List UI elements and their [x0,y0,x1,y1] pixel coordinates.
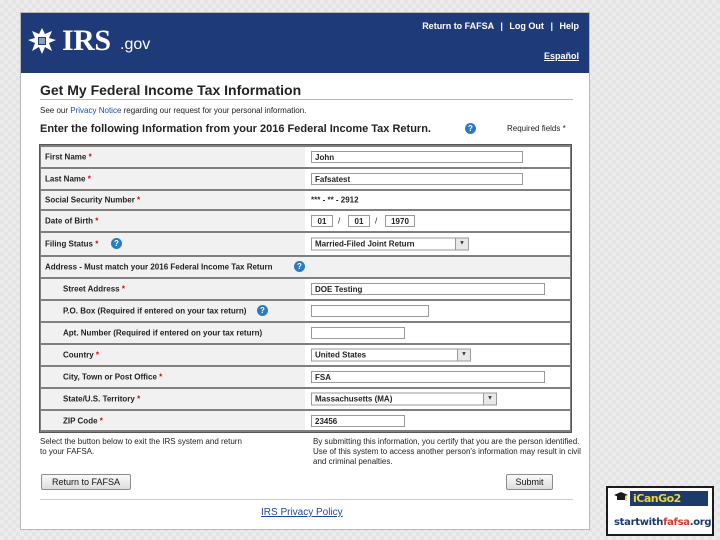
log-out-link[interactable]: Log Out [509,21,544,31]
exit-instructions: Select the button below to exit the IRS system and return to your FAFSA. [40,437,242,456]
ssn-label: Social Security Number * [45,195,141,205]
po-box-label: P.O. Box (Required if entered on your tax return) [63,306,247,316]
submit-button[interactable]: Submit [506,474,553,490]
city-label: City, Town or Post Office * [63,372,163,382]
espanol-link[interactable]: Español [543,51,579,61]
zip-input[interactable]: 23456 [311,415,405,427]
dob-month-input[interactable]: 01 [311,215,333,227]
apt-number-row [41,323,570,343]
logo-text: IRS [62,24,111,57]
first-name-label: First Name * [45,152,92,162]
irs-header [21,13,589,73]
eagle-icon [26,26,58,56]
zip-label: ZIP Code * [63,416,103,425]
date-separator: / [375,216,378,226]
address-heading-row [41,257,570,277]
apt-number-input[interactable] [311,327,405,339]
irs-logo [26,23,161,63]
filing-status-select[interactable]: Married-Filed Joint Return ▼ [311,238,469,251]
dob-label: Date of Birth * [45,216,99,226]
country-label: Country * [63,350,100,360]
state-row [41,389,570,409]
apt-number-label: Apt. Number (Required if entered on your tax return) [63,328,263,338]
help-icon[interactable]: ? [465,123,476,134]
return-to-fafsa-link[interactable]: Return to FAFSA [422,21,494,31]
street-address-label: Street Address * [63,284,125,294]
street-address-input[interactable]: DOE Testing [311,283,545,295]
privacy-notice-link[interactable]: Privacy Notice [70,106,122,115]
first-name-input[interactable]: John [311,151,523,163]
chevron-down-icon: ▼ [457,350,470,361]
street-address-row [41,279,570,299]
help-link[interactable]: Help [559,21,579,31]
startwithfafsa-badge [606,486,714,536]
privacy-prefix: See our [40,106,69,115]
zip-row [41,411,570,430]
last-name-row [41,169,570,189]
po-box-input[interactable] [311,305,429,317]
instructions-heading: Enter the following Information from your 2016 Federal Income Tax Return. [40,123,431,135]
irs-page [20,12,590,530]
help-icon[interactable]: ? [257,305,268,316]
first-name-row [41,147,570,167]
city-input[interactable]: FSA [311,371,545,383]
required-fields-note: Required fields * [507,124,566,133]
privacy-suffix: regarding our request for your personal information. [123,106,307,115]
dob-row [41,211,570,231]
state-label: State/U.S. Territory * [63,394,141,404]
ssn-value: *** - ** - 2912 [311,195,359,205]
tax-info-form [39,144,572,433]
country-row [41,345,570,365]
dob-day-input[interactable]: 01 [348,215,370,227]
graduation-cap-icon [614,491,628,503]
icango2-logo: iCanGo2 [630,491,708,506]
certification-text: By submitting this information, you certify that you are the person identified. Use of this system to access another person's information may result in civil and criminal penalties. [313,437,581,466]
last-name-label: Last Name * [45,174,91,184]
filing-status-row [41,233,570,255]
link-separator: | [500,21,503,31]
chevron-down-icon: ▼ [455,239,468,250]
chevron-down-icon: ▼ [483,394,496,405]
last-name-input[interactable]: Fafsatest [311,173,523,185]
divider [40,99,573,100]
po-box-row [41,301,570,321]
startwithfafsa-url: startwithfafsa.org [614,517,712,528]
page-title: Get My Federal Income Tax Information [40,82,302,98]
top-links [422,21,579,31]
date-separator: / [338,216,341,226]
return-to-fafsa-button[interactable]: Return to FAFSA [41,474,131,490]
irs-privacy-policy-link[interactable]: IRS Privacy Policy [261,507,343,518]
dob-year-input[interactable]: 1970 [385,215,415,227]
state-select[interactable]: Massachusetts (MA) ▼ [311,393,497,406]
filing-status-label: Filing Status * [45,239,99,249]
city-row [41,367,570,387]
help-icon[interactable]: ? [111,238,122,249]
help-icon[interactable]: ? [294,261,305,272]
country-select[interactable]: United States ▼ [311,349,471,362]
logo-suffix: .gov [120,36,151,53]
privacy-notice-text [40,106,306,115]
link-separator: | [550,21,553,31]
divider [40,499,573,500]
address-heading: Address - Must match your 2016 Federal Income Tax Return [45,262,273,272]
ssn-row [41,191,570,209]
